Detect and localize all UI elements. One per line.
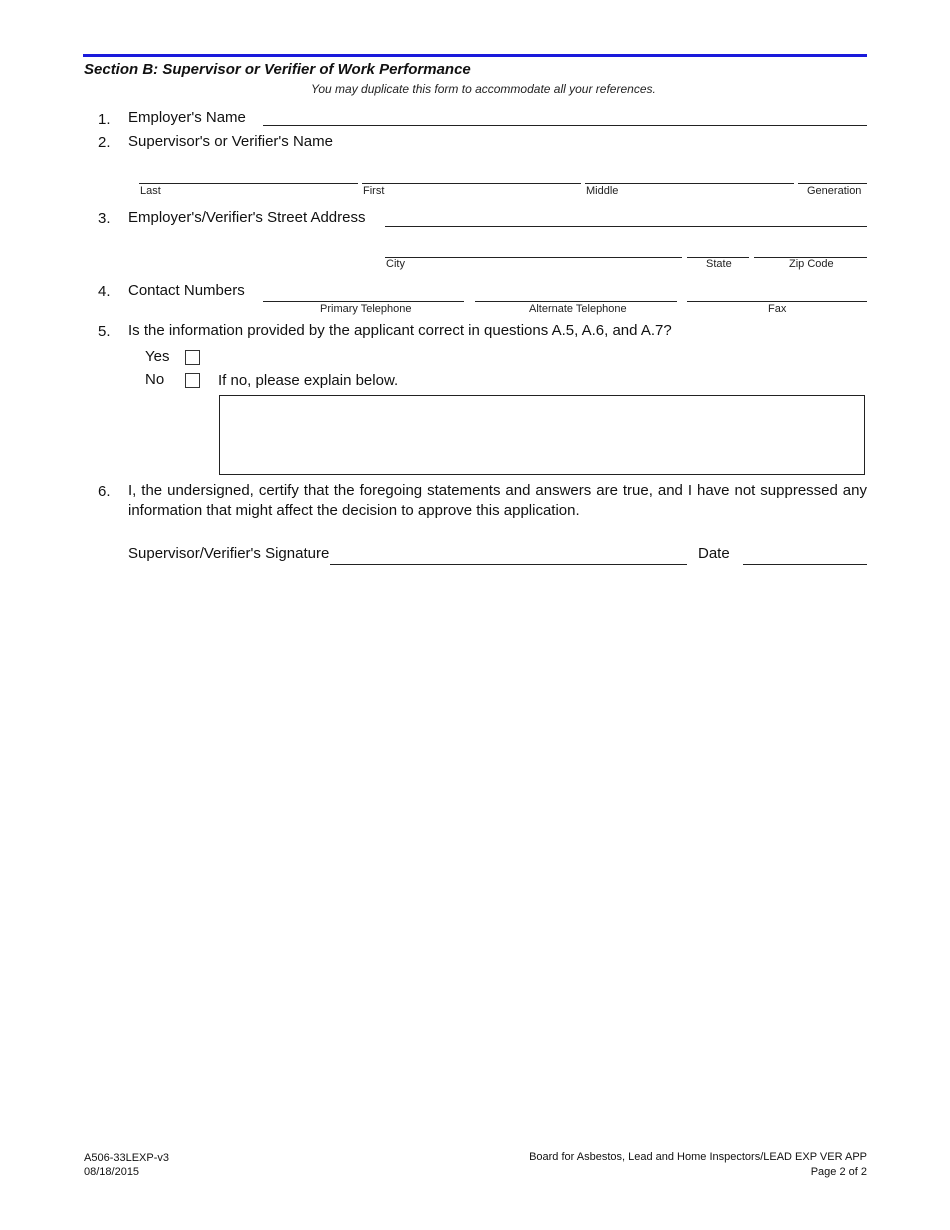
q1-number: 1.: [98, 111, 111, 128]
state-caption: State: [706, 258, 732, 270]
q2-number: 2.: [98, 134, 111, 151]
last-caption: Last: [140, 185, 161, 197]
middle-name-line: [585, 183, 794, 184]
verifier-name-label: Supervisor's or Verifier's Name: [128, 133, 333, 150]
middle-name-input[interactable]: [585, 164, 793, 182]
board-name: Board for Asbestos, Lead and Home Inspectors/LEAD EXP VER APP: [529, 1151, 867, 1163]
signature-line: [330, 564, 687, 565]
alternate-telephone-line: [475, 301, 677, 302]
no-checkbox[interactable]: [185, 373, 200, 388]
last-name-input[interactable]: [139, 164, 357, 182]
fax-caption: Fax: [768, 303, 787, 315]
q4-number: 4.: [98, 283, 111, 300]
signature-label: Supervisor/Verifier's Signature: [128, 545, 330, 562]
date-input[interactable]: [743, 545, 866, 563]
primary-telephone-caption: Primary Telephone: [320, 303, 412, 315]
no-label: No: [145, 371, 165, 388]
alternate-telephone-caption: Alternate Telephone: [529, 303, 627, 315]
form-id: A506-33LEXP-v3: [84, 1152, 169, 1164]
signature-input[interactable]: [330, 545, 686, 563]
generation-input[interactable]: [798, 164, 866, 182]
middle-caption: Middle: [586, 185, 619, 197]
duplicate-note: You may duplicate this form to accommodate all your references.: [311, 82, 656, 96]
employer-name-line: [263, 125, 867, 126]
fax-input[interactable]: [687, 282, 866, 300]
zip-code-caption: Zip Code: [789, 258, 834, 270]
yes-label: Yes: [145, 348, 170, 365]
section-title: Section B: Supervisor or Verifier of Work Performance: [84, 61, 471, 78]
employer-name-input[interactable]: [263, 107, 866, 125]
last-name-line: [139, 183, 358, 184]
street-address-input[interactable]: [385, 207, 866, 225]
certification-statement: I, the undersigned, certify that the foregoing statements and answers are true, and I have not suppressed any information that might affect the decision to approve this application.: [128, 482, 867, 519]
city-caption: City: [386, 258, 405, 270]
first-name-line: [362, 183, 581, 184]
zip-code-input[interactable]: [754, 238, 866, 256]
street-address-label: Employer's/Verifier's Street Address: [128, 209, 366, 226]
q5-number: 5.: [98, 323, 111, 340]
section-divider: [83, 54, 867, 57]
generation-caption: Generation: [807, 185, 862, 197]
first-name-input[interactable]: [362, 164, 580, 182]
form-date: 08/18/2015: [84, 1166, 140, 1178]
primary-telephone-input[interactable]: [263, 282, 463, 300]
primary-telephone-line: [263, 301, 464, 302]
first-caption: First: [363, 185, 385, 197]
street-address-line: [385, 226, 867, 227]
explain-label: If no, please explain below.: [218, 372, 399, 389]
city-input[interactable]: [385, 238, 681, 256]
q5-question: Is the information provided by the applicant correct in questions A.5, A.6, and A.7?: [128, 322, 672, 339]
explanation-textarea[interactable]: [219, 395, 865, 475]
employer-name-label: Employer's Name: [128, 109, 246, 126]
city-line: [385, 257, 682, 258]
yes-checkbox[interactable]: [185, 350, 200, 365]
date-line: [743, 564, 867, 565]
contact-numbers-label: Contact Numbers: [128, 282, 245, 299]
state-input[interactable]: [687, 238, 748, 256]
alternate-telephone-input[interactable]: [475, 282, 676, 300]
fax-line: [687, 301, 867, 302]
page-number: Page 2 of 2: [810, 1166, 867, 1178]
date-label: Date: [698, 545, 730, 562]
q6-number: 6.: [98, 483, 111, 500]
q3-number: 3.: [98, 210, 111, 227]
generation-line: [798, 183, 867, 184]
